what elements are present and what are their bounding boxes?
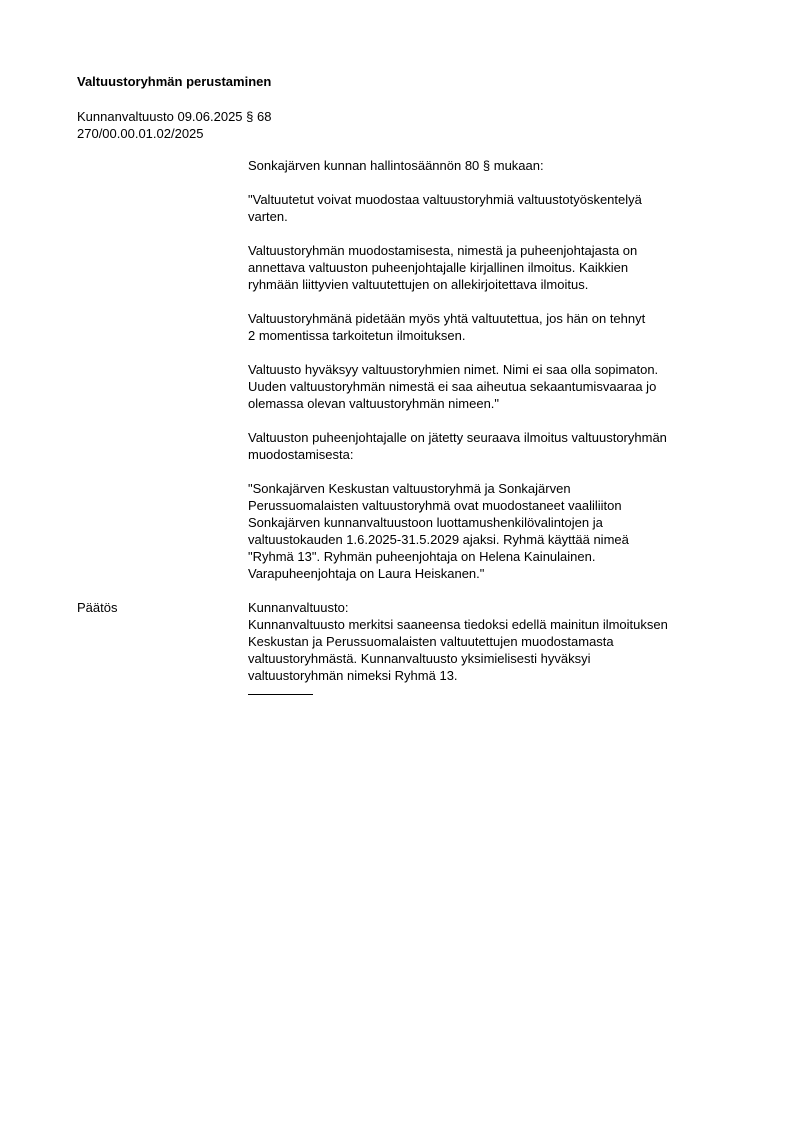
- paragraph-quote-1: [248, 191, 730, 225]
- text-line: 2 momentissa tarkoitetun ilmoituksen.: [248, 328, 466, 343]
- text-line: Keskustan ja Perussuomalaisten valtuutettujen muodostamasta: [248, 634, 614, 649]
- text-line: Valtuustoryhmänä pidetään myös yhtä valtuutettua, jos hän on tehnyt: [248, 311, 646, 326]
- text-line: Valtuustoryhmän muodostamisesta, nimestä ja puheenjohtajasta on: [248, 243, 638, 258]
- text-line: valtuustoryhmästä. Kunnanvaltuusto yksimielisesti hyväksyi: [248, 651, 591, 666]
- text-line: valtuustoryhmän nimeksi Ryhmä 13.: [248, 668, 458, 683]
- text-line: annettava valtuuston puheenjohtajalle kirjallinen ilmoitus. Kaikkien: [248, 260, 629, 275]
- text-line: Kunnanvaltuusto:: [248, 600, 349, 615]
- text-line: "Valtuutetut voivat muodostaa valtuustoryhmiä valtuustotyöskentelyä: [248, 192, 642, 207]
- decision-label: Päätös: [77, 600, 118, 615]
- text-line: varten.: [248, 209, 288, 224]
- paragraph-notice: [248, 480, 730, 582]
- text-line: muodostamisesta:: [248, 447, 354, 462]
- meeting-meta: [77, 108, 271, 142]
- paragraph-notice-intro: [248, 429, 730, 463]
- text-line: ryhmään liittyvien valtuutettujen on allekirjoitettava ilmoitus.: [248, 277, 589, 292]
- record-id: 270/00.00.01.02/2025: [77, 126, 204, 141]
- text-line: Sonkajärven kunnan hallintosäännön 80 § mukaan:: [248, 158, 544, 173]
- text-line: Perussuomalaisten valtuustoryhmä ovat muodostaneet vaaliliiton: [248, 498, 622, 513]
- paragraph-quote-4: [248, 361, 730, 412]
- document-title: Valtuustoryhmän perustaminen: [77, 74, 272, 89]
- text-line: "Ryhmä 13". Ryhmän puheenjohtaja on Helena Kainulainen.: [248, 549, 596, 564]
- text-line: valtuustokauden 1.6.2025-31.5.2029 ajaksi. Ryhmä käyttää nimeä: [248, 532, 629, 547]
- text-line: "Sonkajärven Keskustan valtuustoryhmä ja Sonkajärven: [248, 481, 571, 496]
- meeting-reference: Kunnanvaltuusto 09.06.2025 § 68: [77, 109, 272, 124]
- text-line: Varapuheenjohtaja on Laura Heiskanen.": [248, 566, 485, 581]
- text-line: Sonkajärven kunnanvaltuustoon luottamushenkilövalintojen ja: [248, 515, 603, 530]
- text-line: olemassa olevan valtuustoryhmän nimeen.": [248, 396, 500, 411]
- paragraph-quote-3: [248, 310, 730, 344]
- text-line: Valtuusto hyväksyy valtuustoryhmien nimet. Nimi ei saa olla sopimaton.: [248, 362, 659, 377]
- decision-text: [248, 599, 730, 684]
- end-divider: [248, 694, 313, 695]
- text-line: Uuden valtuustoryhmän nimestä ei saa aiheutua sekaantumisvaaraa jo: [248, 379, 657, 394]
- paragraph-intro: [248, 157, 730, 174]
- text-line: Valtuuston puheenjohtajalle on jätetty seuraava ilmoitus valtuustoryhmän: [248, 430, 667, 445]
- paragraph-quote-2: [248, 242, 730, 293]
- text-line: Kunnanvaltuusto merkitsi saaneensa tiedoksi edellä mainitun ilmoituksen: [248, 617, 668, 632]
- case-description: [248, 157, 730, 599]
